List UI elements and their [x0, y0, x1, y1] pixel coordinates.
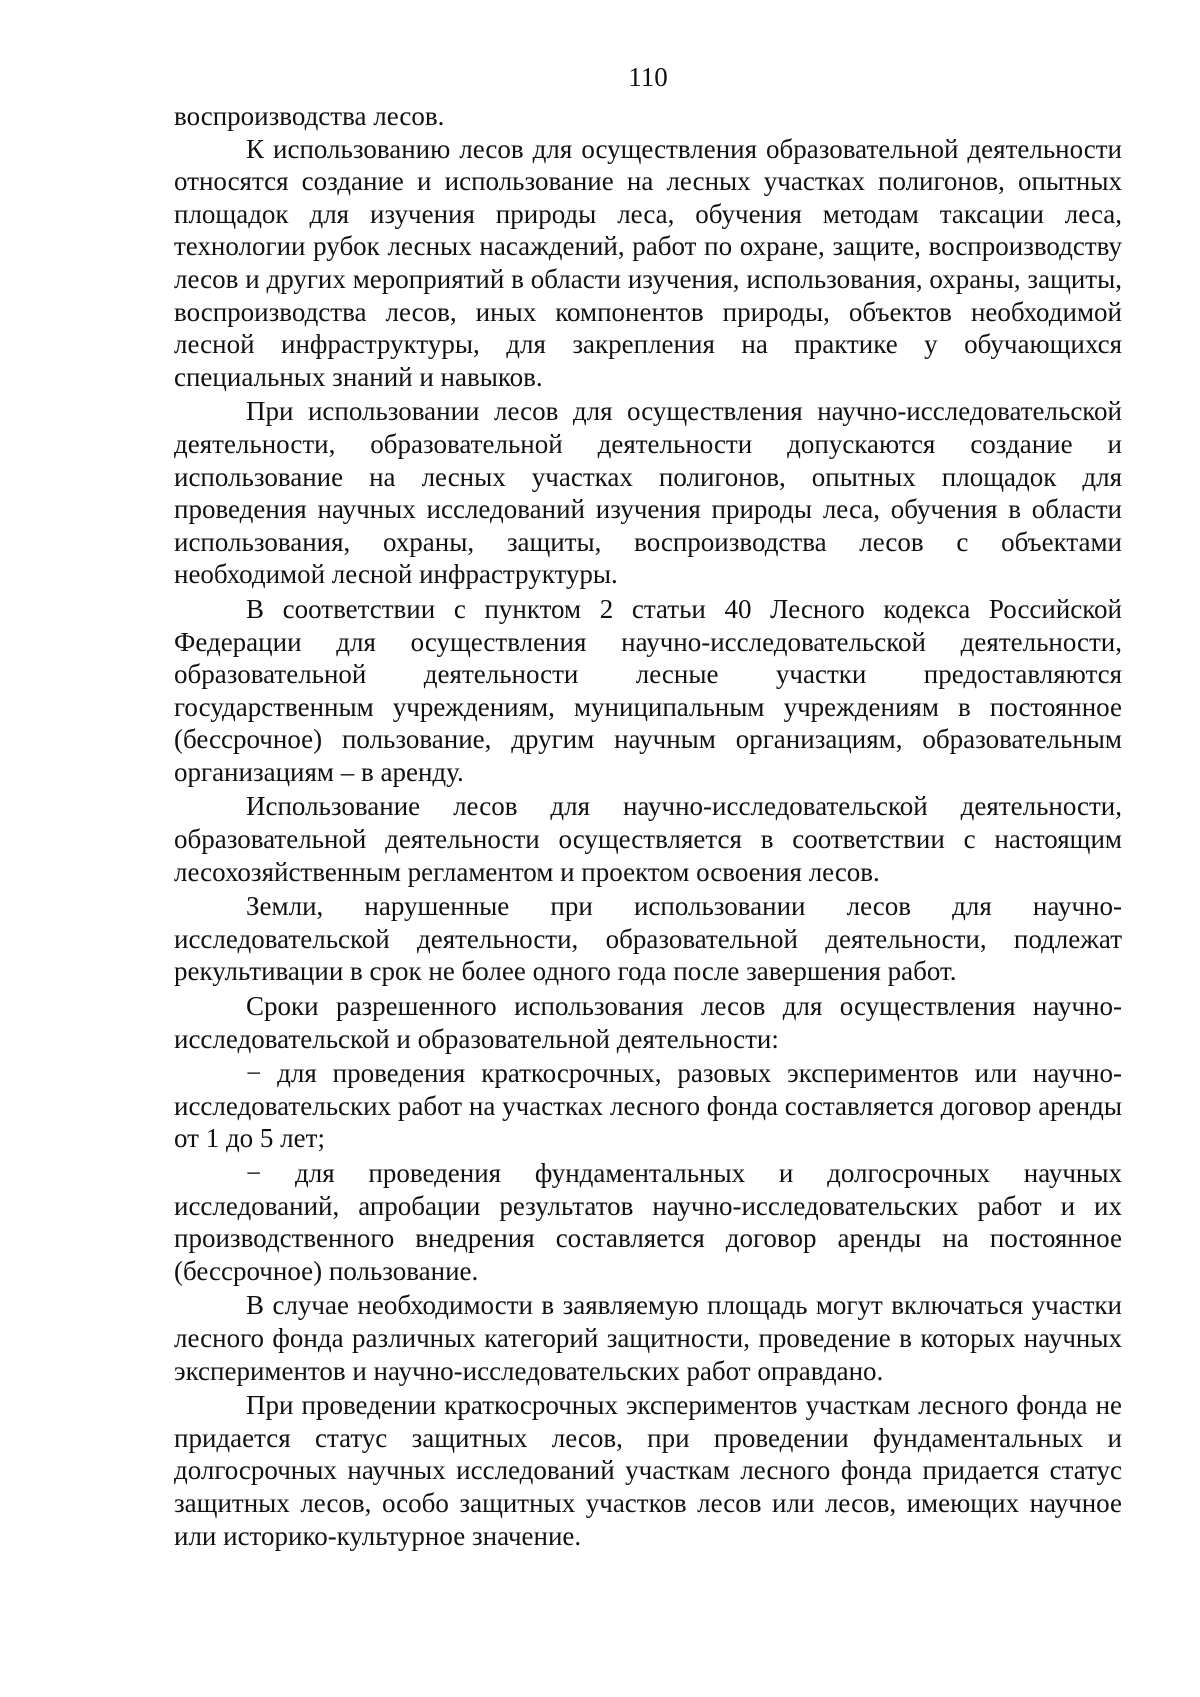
document-page	[174, 60, 1122, 1552]
paragraph-protection-categories: В случае необходимости в заявляемую площадь могут включаться участки лесного фонда различных категорий защитности, проведение в которых научных экспериментов и научно-исследовательских работ оправдано.	[174, 1290, 1122, 1386]
paragraph-research-use: При использовании лесов для осуществления научно-исследовательской деятельности, образовательной деятельности допускаются создание и использование на лесных участках полигонов, опытных площадок для проведения научных исследований изучения природы леса, обучения в области использования, охраны, защиты, воспроизводства лесов с объектами необходимой лесной инфраструктуры.	[174, 396, 1122, 590]
paragraph-forest-code: В соответствии с пунктом 2 статьи 40 Лесного кодекса Российской Федерации для осуществления научно-исследовательской деятельности, образовательной деятельности лесные участки предоставляются государственным учреждениям, муниципальным учреждениям в постоянное (бессрочное) пользование, другим научным организациям, образовательным организациям – в аренду.	[174, 593, 1122, 787]
paragraph-continuation: воспроизводства лесов.	[174, 101, 445, 131]
page-number: 110	[628, 62, 668, 92]
paragraph-education-use: К использованию лесов для осуществления образовательной деятельности относятся создание и использование на лесных участках полигонов, опытных площадок для изучения природы леса, обучения методам таксации леса, технологии рубок лесных насаждений, работ по охране, защите, воспроизводству лесов и других мероприятий в области изучения, использования, охраны, защиты, воспроизводства лесов, иных компонентов природы, объектов необходимой лесной инфраструктуры, для закрепления на практике у обучающихся специальных знаний и навыков.	[174, 133, 1122, 392]
paragraph-regulation: Использование лесов для научно-исследовательской деятельности, образовательной деятельности осуществляется в соответствии с настоящим лесохозяйственным регламентом и проектом освоения лесов.	[174, 791, 1122, 887]
list-item-short-term: − для проведения краткосрочных, разовых экспериментов или научно-исследовательских работ на участках лесного фонда составляется договор аренды от 1 до 5 лет;	[174, 1058, 1122, 1154]
paragraph-terms-intro: Сроки разрешенного использования лесов для осуществления научно-исследовательской и образовательной деятельности:	[174, 991, 1122, 1054]
paragraph-recultivation: Земли, нарушенные при использовании лесов для научно-исследовательской деятельности, образовательной деятельности, подлежат рекультивации в срок не более одного года после завершения работ.	[174, 891, 1122, 987]
paragraph-protected-status: При проведении краткосрочных экспериментов участкам лесного фонда не придается статус защитных лесов, при проведении фундаментальных и долгосрочных научных исследований участкам лесного фонда придается статус защитных лесов, особо защитных участков лесов или лесов, имеющих научное или историко-культурное значение.	[174, 1390, 1122, 1551]
list-item-long-term: − для проведения фундаментальных и долгосрочных научных исследований, апробации результатов научно-исследовательских работ и их производственного внедрения составляется договор аренды на постоянное (бессрочное) пользование.	[174, 1158, 1122, 1286]
